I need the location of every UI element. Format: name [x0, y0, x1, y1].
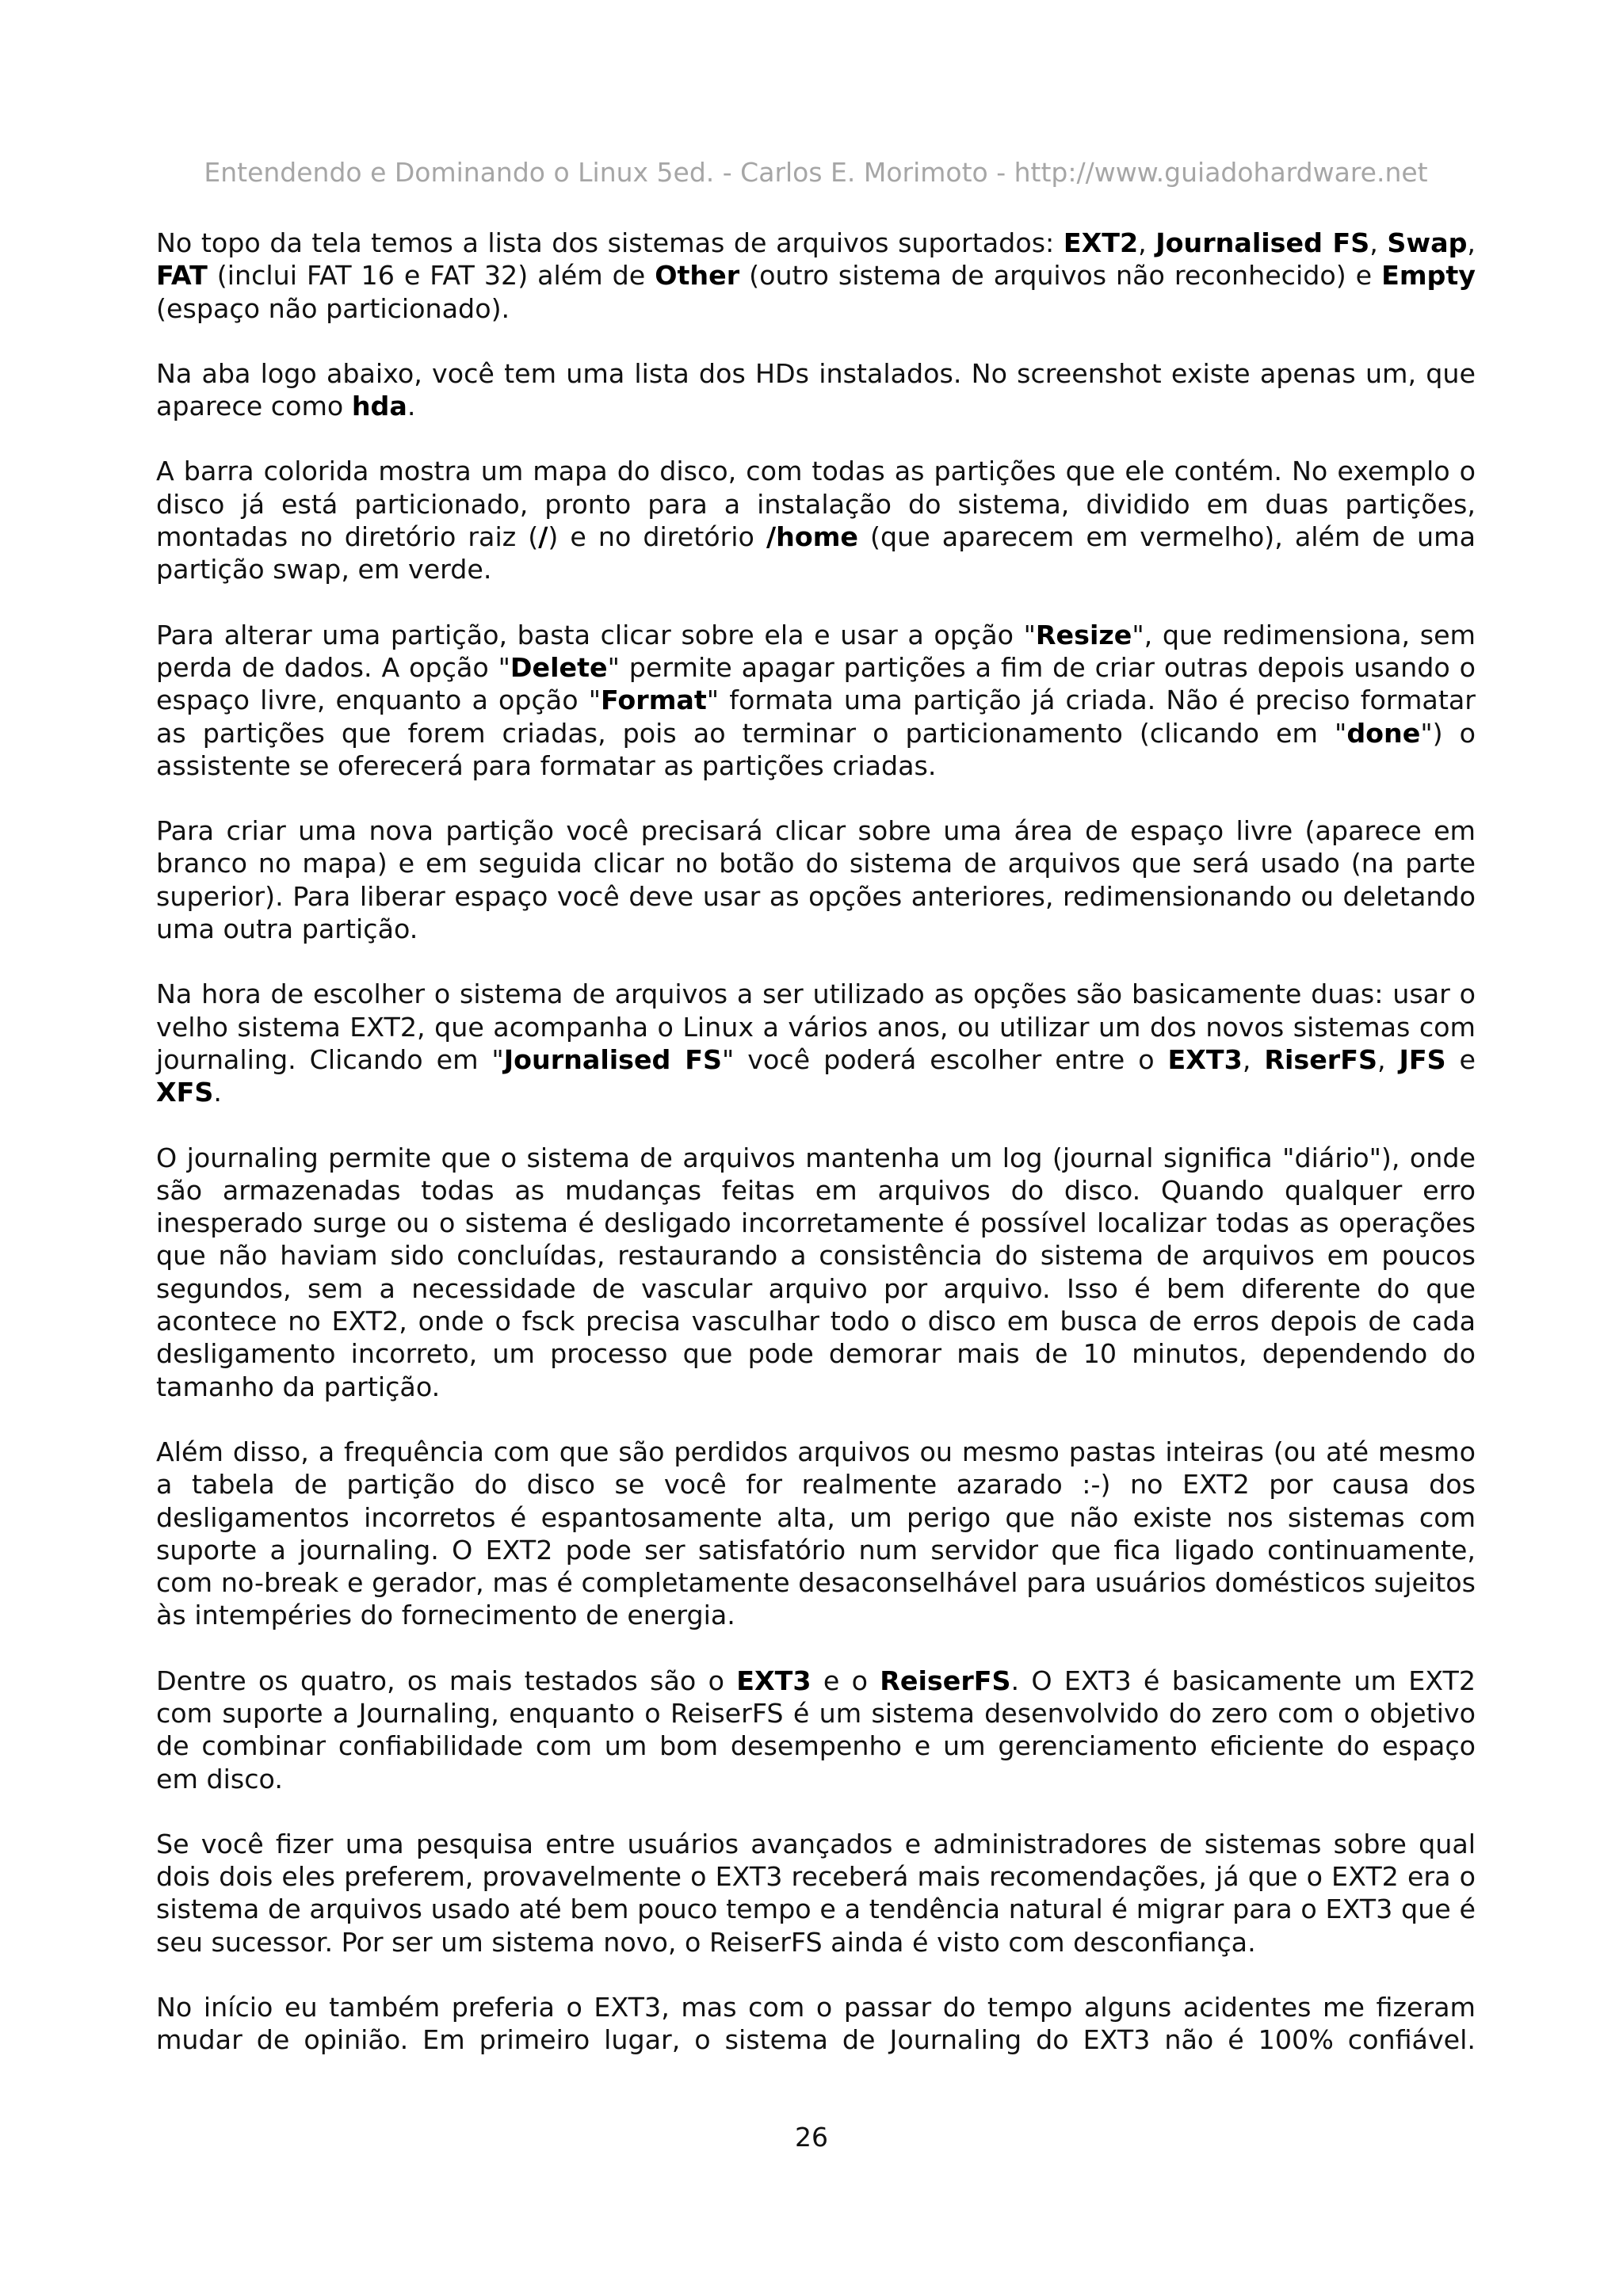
text-run: , [1242, 1043, 1265, 1075]
bold-term: Resize [1035, 619, 1132, 650]
text-run: (espaço não particionado). [156, 292, 510, 324]
text-run: Na hora de escolher o sistema de arquivos a ser utilizado as opções são basicamente duas: usar o velho sistema EXT2, que acompanha o Linux a vários anos, ou utilizar um dos novos sistemas com journaling. Clicando em " [156, 978, 1476, 1075]
text-run: Para criar uma nova partição você precisará clicar sobre uma área de espaço livre (aparece em branco no mapa) e em seguida clicar no botão do sistema de arquivos que será usado (na parte superior). Para liberar espaço você deve usar as opções anteriores, redimensionando ou deletando uma outra partição. [156, 815, 1476, 945]
text-run: ) e no diretório [548, 521, 766, 553]
text-run: . O EXT3 é basicamente um EXT2 com suporte a Journaling, enquanto o ReiserFS é um sistema desenvolvido do zero com o objetivo de combinar confiabilidade com um bom desempenho e um gerenciamento eficiente do espaço em disco. [156, 1665, 1476, 1794]
bold-term: done [1346, 717, 1421, 749]
text-run: . [213, 1077, 222, 1108]
bold-term: ReiserFS [880, 1665, 1011, 1696]
document-body [156, 227, 1476, 2057]
bold-term: Empty [1381, 260, 1476, 292]
bold-term: EXT3 [736, 1665, 812, 1696]
text-run: (inclui FAT 16 e FAT 32) além de [207, 260, 655, 292]
text-run: A barra colorida mostra um mapa do disco, com todas as partições que ele contém. No exemplo o disco já está particionado, pronto para a instalação do sistema, dividido em duas partições, montadas no diretório raiz ( [156, 456, 1476, 553]
text-run: , [1467, 227, 1476, 258]
text-run: " você poderá escolher entre o [722, 1043, 1168, 1075]
bold-term: JFS [1399, 1043, 1446, 1075]
text-run: Além disso, a frequência com que são perdidos arquivos ou mesmo pastas inteiras (ou até mesmo a tabela de partição do disco se você for realmente azarado :-) no EXT2 por causa dos desligamentos incorretos é espantosamente alta, um perigo que não existe nos sistemas com suporte a journaling. O EXT2 pode ser satisfatório num servidor que fica ligado continuamente, com no-break e gerador, mas é completamente desaconselhável para usuários domésticos sujeitos às intempéries do fornecimento de energia. [156, 1436, 1476, 1631]
paragraph-10 [156, 1828, 1476, 1958]
paragraph-8 [156, 1436, 1476, 1632]
paragraph-4 [156, 619, 1476, 782]
text-run: e [1445, 1043, 1476, 1075]
bold-term: Swap [1387, 227, 1468, 258]
paragraph-9 [156, 1665, 1476, 1795]
bold-term: /home [766, 521, 858, 553]
bold-term: Delete [510, 651, 608, 683]
bold-term: / [538, 521, 548, 553]
bold-term: Other [655, 260, 740, 292]
paragraph-5 [156, 814, 1476, 945]
text-run: , [1138, 227, 1156, 258]
text-run: " permite apagar partições a fim de criar outras depois usando o espaço livre, enquanto a opção " [156, 651, 1476, 716]
text-run: ") o assistente se oferecerá para formatar as partições criadas. [156, 717, 1476, 781]
bold-term: FAT [156, 260, 208, 292]
text-run: Dentre os quatro, os mais testados são o [156, 1665, 737, 1696]
paragraph-1 [156, 227, 1476, 325]
bold-term: Journalised FS [1155, 227, 1370, 258]
bold-term: Journalised FS [503, 1043, 723, 1075]
bold-term: RiserFS [1264, 1043, 1377, 1075]
paragraph-3 [156, 455, 1476, 585]
bold-term: Format [601, 685, 707, 716]
text-run: Para alterar uma partição, basta clicar sobre ela e usar a opção " [156, 619, 1036, 650]
text-run: (outro sistema de arquivos não reconhecido) e [739, 260, 1382, 292]
paragraph-7 [156, 1142, 1476, 1403]
text-run: , [1377, 1043, 1400, 1075]
page-number: 26 [795, 2122, 828, 2153]
text-run: . [407, 391, 416, 422]
text-run: ", que redimensiona, sem perda de dados. A opção " [156, 619, 1476, 683]
text-run: O journaling permite que o sistema de arquivos mantenha um log (journal significa "diário"), onde são armazenadas todas as mudanças feitas em arquivos do disco. Quando qualquer erro inesperado surge ou o sistema é desligado incorretamente é possível localizar todas as operações que não haviam sido concluídas, restaurando a consistência do sistema de arquivos em poucos segundos, sem a necessidade de vascular arquivo por arquivo. Isso é bem diferente do que acontece no EXT2, onde o fsck precisa vasculhar todo o disco em busca de erros depois de cada desligamento incorreto, um processo que pode demorar mais de 10 minutos, dependendo do tamanho da partição. [156, 1142, 1476, 1402]
bold-term: EXT3 [1167, 1043, 1243, 1075]
bold-term: hda [351, 391, 407, 422]
text-run: " formata uma partição já criada. Não é preciso formatar as partições que forem criadas, pois ao terminar o particionamento (clicando em " [156, 685, 1476, 749]
text-run: Na aba logo abaixo, você tem uma lista dos HDs instalados. No screenshot existe apenas um, que aparece como [156, 357, 1476, 422]
text-run: (que aparecem em vermelho), além de uma partição swap, em verde. [156, 521, 1476, 585]
bold-term: EXT2 [1063, 227, 1139, 258]
text-run: e o [811, 1665, 880, 1696]
text-run: No topo da tela temos a lista dos sistemas de arquivos suportados: [156, 227, 1064, 258]
running-header: Entendendo e Dominando o Linux 5ed. - Carlos E. Morimoto - http://www.guiadohardware.net [204, 157, 1428, 188]
text-run: , [1369, 227, 1388, 258]
paragraph-11 [156, 1991, 1476, 2057]
paragraph-6 [156, 978, 1476, 1108]
text-run: Se você fizer uma pesquisa entre usuários avançados e administradores de sistemas sobre qual dois dois eles preferem, provavelmente o EXT3 receberá mais recomendações, já que o EXT2 era o sistema de arquivos usado até bem pouco tempo e a tendência natural é migrar para o EXT3 que é seu sucessor. Por ser um sistema novo, o ReiserFS ainda é visto com desconfiança. [156, 1828, 1476, 1958]
paragraph-2 [156, 357, 1476, 423]
bold-term: XFS [156, 1077, 214, 1108]
text-run: No início eu também preferia o EXT3, mas com o passar do tempo alguns acidentes me fizeram mudar de opinião. Em primeiro lugar, o sistema de Journaling do EXT3 não é 100% confiável. [156, 1992, 1476, 2056]
